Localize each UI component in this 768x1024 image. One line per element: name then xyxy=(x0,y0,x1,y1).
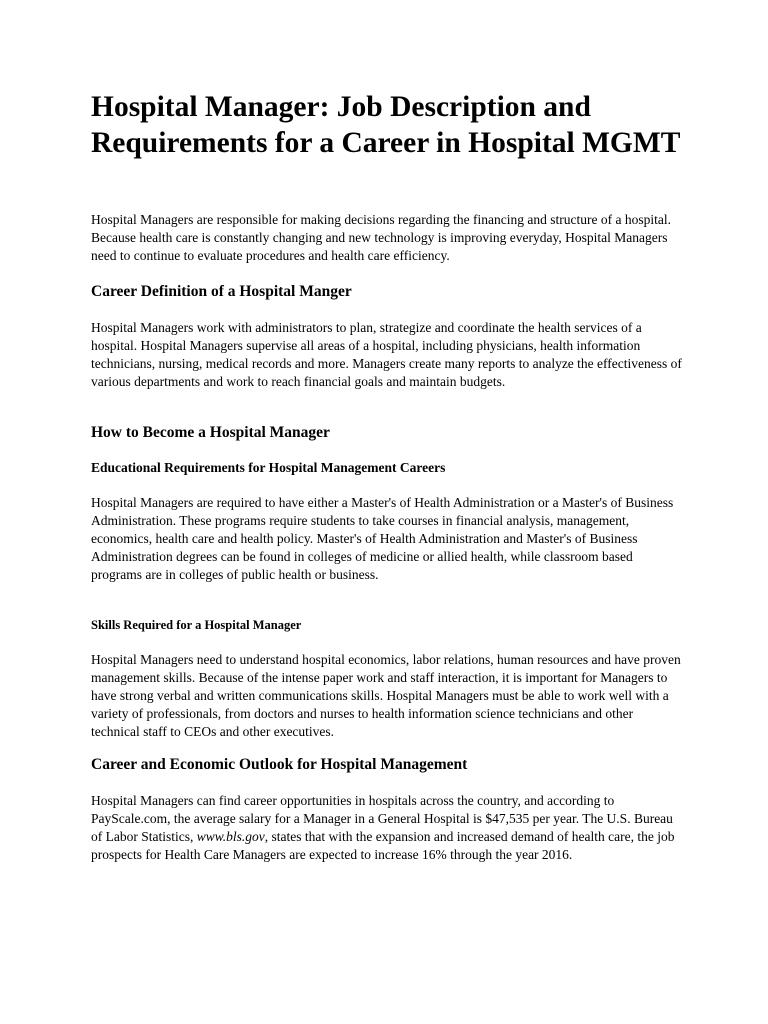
economic-outlook-paragraph xyxy=(91,792,683,864)
section-heading-economic-outlook: Career and Economic Outlook for Hospital Management xyxy=(91,756,468,773)
educational-requirements-paragraph: Hospital Managers are required to have either a Master's of Health Administration or a Master's of Business Administration. These programs require students to take courses in financial analysis, management, economics, health care and health policy. Master's of Health Administration and Master's of Business Administration degrees can be found in colleges of medicine or allied health, while classroom based programs are in colleges of public health or business. xyxy=(91,495,674,582)
section-heading-how-to-become: How to Become a Hospital Manager xyxy=(91,424,330,441)
skills-required-paragraph: Hospital Managers need to understand hospital economics, labor relations, human resources and have proven management skills. Because of the intense paper work and staff interaction, it is important for Managers to have strong verbal and written communications skills. Hospital Managers must be able to work well with a variety of professionals, from doctors and nurses to health information science technicians and other technical staff to CEOs and other executives. xyxy=(91,652,681,739)
bls-link: www.bls.gov xyxy=(196,829,265,844)
page-title: Hospital Manager: Job Description and Requirements for a Career in Hospital MGMT xyxy=(91,91,681,159)
subheading-educational-requirements: Educational Requirements for Hospital Management Careers xyxy=(91,460,446,475)
subheading-skills-required: Skills Required for a Hospital Manager xyxy=(91,618,302,632)
intro-paragraph: Hospital Managers are responsible for making decisions regarding the financing and structure of a hospital. Because health care is constantly changing and new technology is improving everyday, Hospital Managers need to continue to evaluate procedures and health care efficiency. xyxy=(91,212,671,263)
outlook-text-before: Hospital Managers can find career opportunities in hospitals across the country, and according to PayScale.com, the average salary for a Manager in a General Hospital is $47,535 per year. The U.S. Bureau of Labor Statistics, xyxy=(91,793,673,844)
section-heading-career-definition: Career Definition of a Hospital Manger xyxy=(91,283,352,300)
career-definition-paragraph: Hospital Managers work with administrators to plan, strategize and coordinate the health services of a hospital. Hospital Managers supervise all areas of a hospital, including physicians, health information technicians, nursing, medical records and more. Managers create many reports to analyze the effectiveness of various departments and work to reach financial goals and maintain budgets. xyxy=(91,320,682,389)
outlook-text-after: , states that with the expansion and increased demand of health care, the job prospects for Health Care Managers are expected to increase 16% through the year 2016. xyxy=(91,829,675,862)
